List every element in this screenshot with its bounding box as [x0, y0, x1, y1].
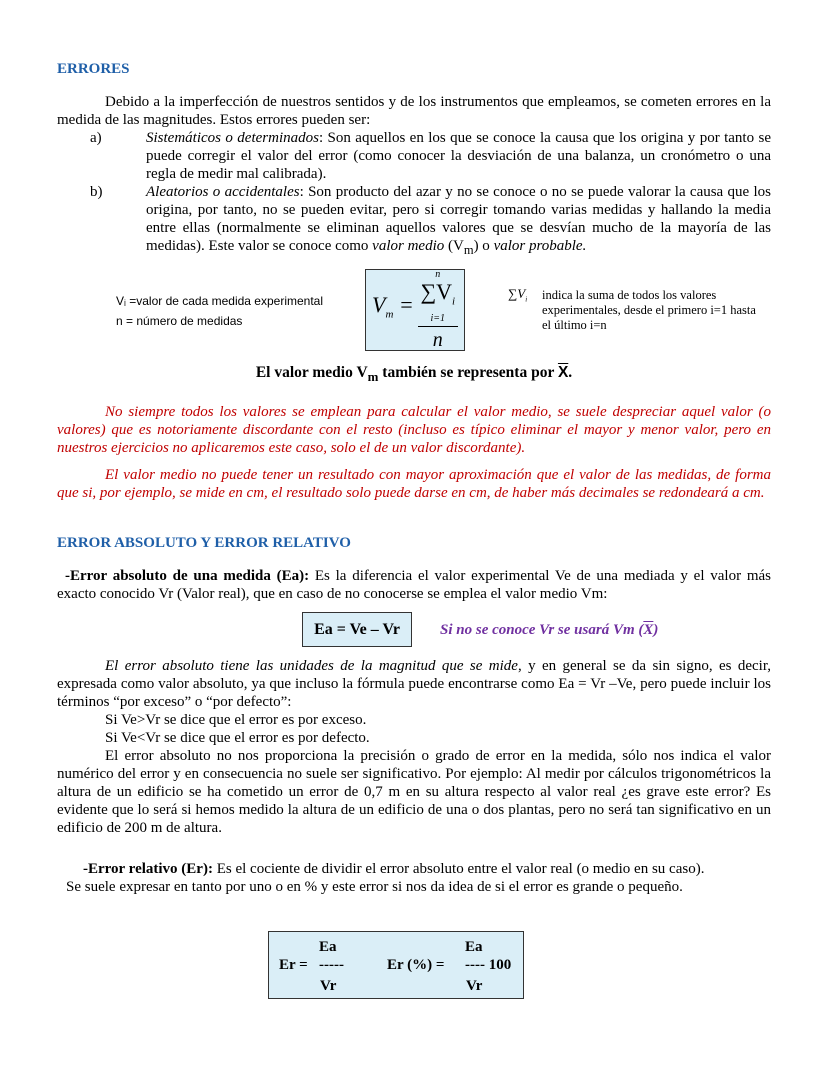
legend-n: n = número de medidas	[116, 314, 243, 328]
intro-paragraph: Debido a la imperfección de nuestros sentidos y de los instrumentos que empleamos, se cometen errores en la medida de las magnitudes. Estos errores pueden ser:	[57, 94, 771, 128]
formula-row	[57, 269, 771, 359]
legend-vi: Vᵢ =valor de cada medida experimental	[116, 294, 324, 308]
ea-note: Si no se conoce Vr se usará Vm $(\overline{X})$	[440, 622, 659, 639]
formula-lhs: $V_m$ =	[372, 292, 414, 321]
item-text: : Son producto del azar y no se conoce o no se puede valorar la causa que los origina, por tanto, no se pueden evitar, pero si corregir tomando varias medidas y hallando la media entre ellas (normalmente se eliminan aquellos valores que se desvían mucho de la mayoría de las medidas). Este valor se conoce como	[146, 184, 771, 254]
exceso-line: Si Ve>Vr se dice que el error es por exceso.	[105, 712, 367, 729]
term: valor probable.	[493, 238, 587, 254]
ea-formula-box: Ea = Ve – Vr	[302, 612, 412, 647]
xbar-note: El valor medio $V_m$ también se representa por $\overline{X}$.	[255, 364, 573, 385]
er-definition: -Error relativo (Er): Es el cociente de dividir el error absoluto entre el valor real (o medio en su caso).	[83, 861, 705, 878]
item-text: (V	[444, 238, 464, 254]
subscript: m	[463, 243, 474, 257]
er-percent-den: Vr	[466, 978, 483, 995]
term: Sistemáticos o determinados	[146, 130, 319, 146]
term: Aleatorios o accidentales	[146, 184, 300, 200]
er-formula-box	[268, 931, 524, 999]
section-title-error-absoluto: ERROR ABSOLUTO Y ERROR RELATIVO	[57, 535, 351, 552]
term: valor medio	[372, 238, 445, 254]
fraction-bar	[418, 326, 458, 327]
er-percent-bar: ---- 100	[465, 957, 512, 974]
ea-definition: -Error absoluto de una medida (Ea): Es la diferencia el valor experimental Ve de una mediada y el valor más exacto conocido Vr (Valor real), que en caso de no conocerse se emplea el valor medio Vm:	[57, 568, 771, 603]
er-percent-num: Ea	[465, 939, 483, 956]
list-marker: a)	[90, 130, 102, 146]
er-den: Vr	[320, 978, 337, 995]
formula-denominator: n	[432, 329, 443, 352]
defecto-line: Si Ve<Vr se dice que el error es por defecto.	[105, 730, 370, 747]
red-paragraph-2: El valor medio no puede tener un resultado con mayor aproximación que el valor de las medidas, de forma que si, por ejemplo, se mide en cm, el resultado solo puede darse en cm, de haber más decimales se redondeará a cm.	[57, 467, 771, 502]
section-title-errores: ERRORES	[57, 61, 130, 77]
list-item-aleatorios	[90, 183, 771, 259]
sum-numerator: $\sum V_i$	[420, 278, 456, 308]
list-item-sistematicos	[90, 129, 771, 183]
sum-note: indica la suma de todos los valores experimentales, desde el primero i=1 hasta el último i=n	[542, 288, 756, 332]
er-num: Ea	[319, 939, 337, 956]
list-marker: b)	[90, 184, 103, 200]
ea-formula-row	[57, 612, 771, 648]
er-definition-2: Se suele expresar en tanto por uno o en % y este error si nos da idea de si el error es grande o pequeño.	[66, 879, 683, 896]
sum-lower: i=1	[430, 313, 446, 325]
mean-formula-box	[365, 269, 465, 351]
precision-paragraph: El error absoluto no nos proporciona la precisión o grado de error en la medida, sólo nos indica el valor numérico del error y en consecuencia no suele ser significativo. Por ejemplo: Al medir por cálculos trigonométricos la altura de un edificio se ha cometido un error de 0,7 m en su altura respecto al valor real ¿es grave este error? Es evidente que lo será si hemos medido la altura de un edificio de una o dos plantas, pero no será tan significativo en un edificio de 200 m de altura.	[57, 748, 771, 837]
sum-symbol-icon: $\sum V_i$	[508, 286, 528, 304]
red-paragraph-1: No siempre todos los valores se emplean para calcular el valor medio, se suele despreciar aquel valor (o valores) que es notoriamente discordante con el resto (incluso es típico eliminar el mayor y menor valor, pero en nuestros ejercicios no aplicaremos este caso, solo el de un valor discordante).	[57, 404, 771, 457]
formula-fraction	[418, 269, 458, 351]
er-lhs: Er =	[279, 957, 308, 974]
er-percent-lhs: Er (%) =	[387, 957, 445, 974]
item-text: ) o	[473, 238, 494, 254]
sum-upper: n	[435, 268, 441, 280]
item-text: : Son aquellos en los que se conoce la causa que los origina y por tanto se puede corregir el valor del error (como conocer la desviación de una balanza, un cronómetro o una regla de medir mal calibrada).	[146, 130, 771, 182]
er-bar: -----	[319, 957, 344, 974]
units-paragraph: El error absoluto tiene las unidades de la magnitud que se mide, y en general se da sin signo, es decir, expresada como valor absoluto, ya que incluso la fórmula puede encontrarse como Ea = Vr –Ve, pero puede incluir los términos “por exceso” o “por defecto”:	[57, 658, 771, 711]
